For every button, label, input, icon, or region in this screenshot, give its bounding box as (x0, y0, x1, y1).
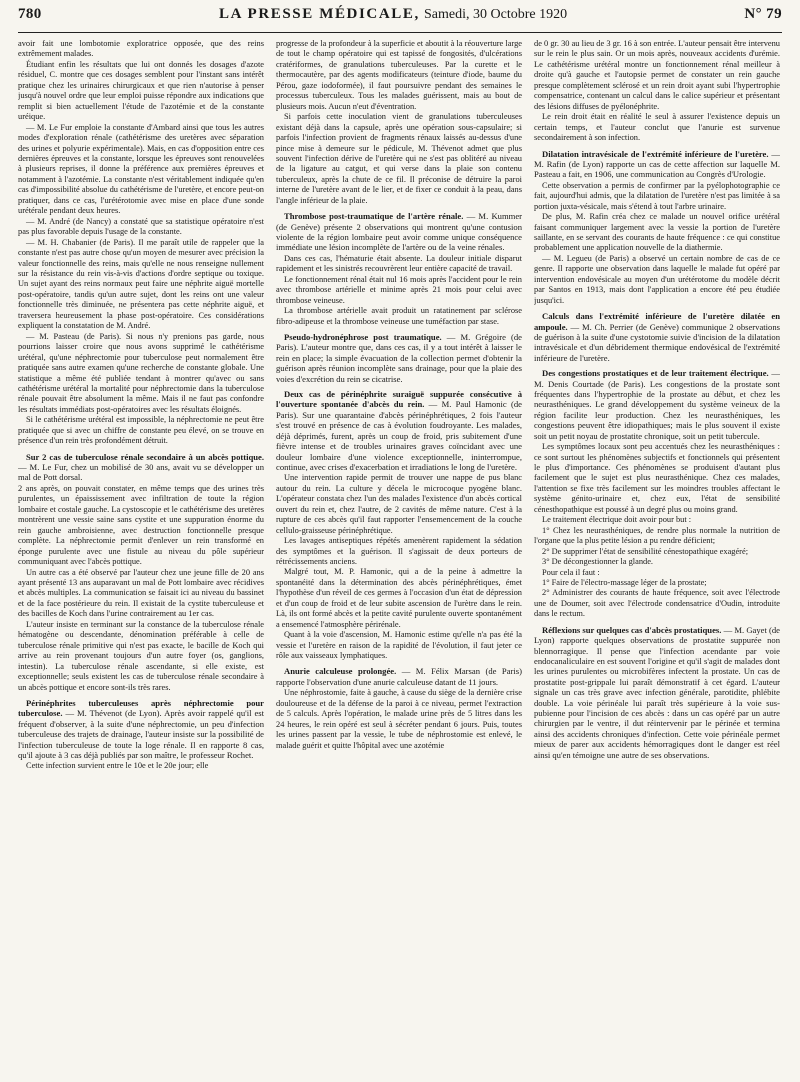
paragraph: De plus, M. Rafin créa chez ce malade un nouvel orifice urétéral faisant communiquer largement avec la vessie la portion de l'uretère saillante, en se servant des courants de haute fréquence : ce qui constitue probablement une application nouvelle de la diathermie. (534, 212, 780, 253)
section-title: Sur 2 cas de tuberculose rénale secondaire à un abcès pottique. (26, 451, 264, 462)
section-lead: — M. Ch. Perrier (de Genève) communique 2 observations de guérison à la suite d'une cystotomie suivie d'incision de la dilatation intravésicale et d'un débridement thermique endovésical de l'extrémité inférieure de l'uretère. (534, 321, 780, 363)
paragraph: Cette observation a permis de confirmer par la pyélophotographie ce fait, aujourd'hui admis, que la dilatation de l'uretère n'est pas limitée à sa portion juxta-vésicale, mais s'étend à tout l'arbre urinaire. (534, 180, 780, 211)
paragraph: 1° Chez les neurasthéniques, de rendre plus normale la nutrition de l'organe que la plus petite lésion a pu rendre déficient; (534, 525, 780, 546)
section-heading (276, 332, 522, 384)
paragraph: Étudiant enfin les résultats que lui ont donnés les dosages d'azote résiduel, C. montre que ces dosages semblent pour l'instant sans intérêt pratique chez les urinaires chirurgicaux et que rien n'autorise à penser jusqu'à nouvel ordre que leur emploi puisse répondre aux indications que remplit si bien actuellement l'étude de l'azotémie et de la constante uréique. (18, 59, 264, 122)
paragraph: 2° Administrer des courants de haute fréquence, soit avec l'électrode une de Doumer, soit avec l'électrode condensatrice d'Oudin, introduite dans le rectum. (534, 588, 780, 619)
paragraph: Cette infection survient entre le 10e et le 20e jour; elle (26, 761, 209, 771)
article-columns (18, 33, 782, 1079)
paragraph: — M. Pasteau (de Paris). Si nous n'y prenions pas garde, nous pourrions laisser croire que nous avons supprimé le cathétérisme urétéral, qu'une néphrectomie pour tuberculose peut normalement être pratiquée sans autre examen qu'une recherche de constante globale. Une statistique a même été publiée tendant à montrer qu'avec ou sans cathétérisme urétéral la mortalité pour néphrectomie dans la tuberculose rénale pouvait être absolument la même. Mais il ne faut pas confondre les résultats immédiats post-opératoires avec les résultats éloignés. (18, 331, 264, 414)
paragraph: Pour cela il faut : (542, 567, 600, 577)
section-title: Dilatation intravésicale de l'extrémité inférieure de l'uretère. (542, 148, 769, 159)
column-right (534, 39, 780, 1075)
section-heading (534, 368, 780, 441)
section-lead: — M. Grégoire (de Paris). L'auteur montre que, dans ces cas, il y a tout intérêt à laisser le rein en place; la simple évacuation de la collection permet d'obtenir la guérison après réunion incomplète sans drainage, pour que la plaie des voies d'excrétion du rein se cicatrise. (276, 332, 522, 384)
section-heading (276, 666, 522, 687)
paragraph: Si le cathétérisme urétéral est impossible, la néphrectomie ne peut être pratiquée que si avec un chiffre de constante peu élevé, on se trouve en présence d'un rein très profondément détruit. (18, 415, 264, 446)
column-left (18, 39, 264, 1075)
paragraph: Un autre cas a été observé par l'auteur chez une jeune fille de 20 ans ayant présenté 13 ans auparavant un mal de Pott lombaire avec récidives et abcès multiples. La communication se faisait ici au niveau du bassinet et de la face postérieure du rein. Il existait de la cystite tuberculeuse et des bacilles de Koch dans l'urine contrairement au 1er cas. (18, 567, 264, 619)
paragraph: Les symptômes locaux sont peu accentués chez les neurasthéniques : ce sont surtout les phénomènes subjectifs et fonctionnels qui présentent le plus d'importance. Ces phénomènes se produisent d'autant plus facilement que le sujet est plus neurasthénique. Chez ces malades, l'attention se fixe très facilement sur les moindres troubles affectant le système génito-urinaire et, chez eux, l'état de sensibilité cénesthopathique est poussé à un degré plus ou moins grand. (534, 442, 780, 514)
paragraph: — M. Le Fur emploie la constante d'Ambard ainsi que tous les autres modes d'exploration rénale (cathétérisme des uretères avec séparation des urines et polyurie expérimentale). Mais, en cas d'opposition entre ces dernières épreuves et la constante, lorsque les épreuves sont renouvelées à plusieurs reprises, il donne la préférence aux premières épreuves et notamment à l'azotémie. La constante n'est véritablement indiquée qu'en cas d'impossibilité absolue du cathétérisme de l'uretère, et encore peut-on pratiquer, dans ce cas, l'urétérotomie avec mise en place d'une sonde urétérale pendant deux heures. (18, 122, 264, 216)
issue-date: Samedi, 30 Octobre 1920 (424, 7, 568, 22)
section-lead: — M. Kummer (de Genève) présente 2 observations qui montrent qu'une contusion violente de la région lombaire peut avoir comme unique conséquence immédiate une lésion incomplète de l'artère ou de la veine rénales. (276, 211, 522, 253)
paragraph: La thrombose artérielle avait produit un ratatinement par sclérose fibro-adipeuse et la thrombose veineuse une tuméfaction par stase. (276, 306, 522, 326)
paragraph: 2 ans après, on pouvait constater, en même temps que des urines très purulentes, un épaississement avec infiltration de toute la région lombaire et costale gauche. La cystoscopie et le cathétérisme des uretères montrèrent une vessie saine sans cystite et une suppuration énorme du rein gauche ambroisienne, avec destruction fonctionnelle presque complète. La néphrectomie permit d'enlever un rein transformé en éponge purulente avec une fistule au niveau du pôle supérieur communiquant avec l'abcès pottique. (18, 483, 264, 567)
section-title: Thrombose post-traumatique de l'artère rénale. (284, 211, 464, 222)
paragraph: Si parfois cette inoculation vient de granulations tuberculeuses existant déjà dans la capsule, après une opération sous-capsulaire; si parfois l'infection provient de fragments rénaux laissés au-dessus d'une pince mise à demeure sur le pédicule, M. Thévenot admet que plus souvent l'infection dérive de l'uretère qui ne s'est pas oblitéré au niveau de la ligature au catgut, et qui verse dans la plaie son contenu tuberculeux, après la chute de ce fil. Il préconise de détruire la paroi interne de l'uretère avant de le lier, et de fixer ce conduit à la peau, dans l'angle inférieur de la plaie. (276, 112, 522, 205)
page-number: 780 (18, 6, 42, 22)
section-lead: — M. Paul Hamonic (de Paris). Sur une quarantaine d'abcès périnéphrétiques, 2 fois l'auteur s'est trouvé en présence de cas à évolution foudroyante. Les malades, déjà déprimés, furent, après un coup de froid, pris subitement d'une fièvre intense et de troubles urinaires graves coïncidant avec une douleur lombaire d'une violence exceptionnelle, ininterrompue, continue, avec crises d'exacerbation et irradiations le long de l'uretère. (276, 399, 522, 472)
paragraph: L'auteur insiste en terminant sur la constance de la tuberculose rénale hématogène ou descendante, dénomination préférable à celle de tuberculose rénale primitive qui n'est pas exacte, le bacille de Koch qui arrive au rein provenant toujours d'un autre foyer (os, ganglions, intestin). La tuberculose rénale ascendante, si elle existe, est exceptionnelle; seuls existent les cas de tuberculose rénale secondaire à un abcès pottique et encore sont-ils très rares. (18, 619, 264, 692)
issue-number: N° 79 (744, 6, 782, 22)
paragraph: Les lavages antiseptiques répétés amenèrent rapidement la sédation des symptômes et la guérison. Il s'agissait de deux porteurs de rétrécissements anciens. (276, 536, 522, 566)
section-lead: — M. Félix Marsan (de Paris) rapporte l'observation d'une anurie calculeuse datant de 11 jours. (276, 666, 522, 687)
section-title: Périnéphrites tuberculeuses après néphrectomie pour tuberculose. (18, 697, 264, 719)
section-title: Des congestions prostatiques et de leur traitement électrique. (542, 368, 769, 379)
paragraph: 2° De supprimer l'état de sensibilité cénestopathique exagéré; (542, 546, 749, 556)
section-heading (18, 452, 264, 483)
journal-header (219, 6, 567, 23)
section-title: Deux cas de périnéphrite suraiguë suppurée consécutive à l'ouverture spontanée d'abcès du rein. (276, 389, 522, 410)
section-lead: — M. Gayet (de Lyon) rapporte quelques observations de prostatite suppurée non blennorragique. Il pense que l'infection acendante par voie endocanaliculaire en est souvent l'origine et qu'il s'agit de malades dont les urines purulentes ou microbifères infectent la prostate. Un cas de prostatite post-grippale lui paraît démonstratif à cet égard. L'auteur signale un cas très grave avec infection générale, parotidite, phlébite double. La voie périnéale lui paraît très supérieure à la voie sus-pubienne pour l'incision de ces abcès : dans un cas opéré par un autre chirurgien par le ventre, il dut réintervenir par le périnée et termina ainsi des accidents chroniques d'infection. Cette voie périnéale permet mieux de parer aux accidents hémorragiques dont le danger est réel ainsi qu'en témoigne une autre de ses observations. (534, 624, 780, 760)
section-lead: — M. Thévenot (de Lyon). Après avoir rappelé qu'il est fréquent d'observer, à la suite d'une néphrectomie, un peu d'infection tuberculeuse des trajets de drainage, l'auteur insiste sur la possibilité de l'infection tuberculeuse de toute la loge rénale. Il en rapporte 8 cas, qu'il ajoute à 3 cas déjà publiés par son maître, le professeur Rochet. (18, 708, 264, 760)
section-title: Pseudo-hydronéphrose post traumatique. (284, 332, 442, 343)
column-middle (276, 39, 522, 1075)
section-lead: — M. Denis Courtade (de Paris). Les congestions de la prostate sont fréquentes dans l'hypertrophie de la prostate au début, et chez les neurasthéniques. Le grand développement du système veineux de la région facilite leur production. Chez les neurasthéniques, les congestions peuvent être idiopathiques; mais le plus souvent il existe soit un petit noyau de prostatite chronique, soit un petit tubercule. (534, 368, 780, 441)
section-heading (534, 311, 780, 363)
section-heading (276, 211, 522, 253)
section-heading (534, 149, 780, 180)
paragraph: — M. Legueu (de Paris) a observé un certain nombre de cas de ce genre. Il rapporte une observation dans laquelle le malade fut opéré par intervention endovésicale au moyen d'un urétérotome du modèle décrit par Santos en 1913, mais dont l'application a encore été peu étudiée jusqu'ici. (534, 253, 780, 305)
paragraph: 3° De décongestionner la glande. (542, 557, 654, 567)
masthead (18, 6, 782, 33)
paragraph: Dans ces cas, l'hématurie était absente. La douleur initiale disparut rapidement et les sinistrés recouvrèrent leur entière capacité de travail. (276, 253, 522, 274)
paragraph: Une intervention rapide permit de trouver une nappe de pus blanc autour du rein. La culture y décela le microcoque pyogène blanc. L'opérateur constata chez l'un des malades l'existence d'un abcès cortical ouvert du rein et, chez l'autre, de 2 cavités de même nature. C'est à la rupture de ces abcès qu'il faut rapporter l'ensemencement de la couche cellulo-graisseuse périnéphrétique. (276, 473, 522, 535)
section-heading (534, 625, 780, 760)
paragraph: Le fonctionnement rénal était nul 16 mois après l'accident pour le rein avec thrombose artérielle et minime après 21 mois pour celui avec thrombose veineuse. (276, 274, 522, 305)
paragraph: progresse de la profondeur à la superficie et aboutit à la réouverture large de tout le champ opératoire qui est tapissé de fongosités, d'ulcérations cratériformes, de granulations tuberculeuses. Par la curette et le thermocautère, par des agents modificateurs (teinture d'iode, baume du Pérou, gaze iodoformée), il faut poursuivre pendant des semaines le processus tuberculeux. Tous les malades guérissent, mais au bout de plusieurs mois. Aucun n'eut d'éventration. (276, 39, 522, 111)
paragraph: Une néphrostomie, faite à gauche, à cause du siège de la dernière crise douloureuse et de la défense de la paroi à ce niveau, permet l'extraction de 5 calculs. Après l'opération, le malade urine près de 5 litres dans les 24 heures, le rein opéré est seul à sécréter pendant 6 jours. Puis, toutes les urines passent par la vessie, le tube de néphrostomie est enlevé, le malade guérit et quitte l'hôpital avec une azotémie (276, 688, 522, 750)
section-title: Calculs dans l'extrémité inférieure de l'uretère dilatée en ampoule. (534, 311, 780, 332)
paragraph: — M. H. Chabanier (de Paris). Il me paraît utile de rappeler que la constante n'est pas autre chose qu'un moyen de mesurer avec précision la valeur fonctionnelle des reins, mais qu'elle ne nous renseigne nullement sur la résistance du rein vis-à-vis d'actions d'ordre septique ou toxique. Un sujet ayant des reins normaux peut faire une néphrite aiguë mortelle post-opératoire, tandis qu'un autre sujet, dont les reins ont une valeur fonctionnelle très diminuée, ne présentera pas cette néphrite aiguë, et traversera heureusement la phase post-opératoire. Ces considérations expliquent la constatation de M. André. (18, 237, 264, 331)
paragraph: de 0 gr. 30 au lieu de 3 gr. 16 à son entrée. L'auteur pensait être intervenu sur le rein le plus sain. Or un mois après, nouveaux accidents d'urémie. Le cathétérisme urétéral montre un fonctionnement rénal meilleur à droite qu'à gauche et l'autopsie permet de constater un rein gauche presque complètement sclérosé et un rein droit ayant subi l'hypertrophie compensatrice, contenant un calcul dans le calice supérieur et présentant des lésions diffuses de pyélonéphrite. (534, 39, 780, 111)
paragraph: Le rein droit était en réalité le seul à assurer l'existence depuis un certain temps, et l'auteur conclut que l'anurie est survenue secondairement à son infection. (534, 112, 780, 143)
section-title: Anurie calculeuse prolongée. (284, 666, 397, 677)
section-lead: — M. Rafin (de Lyon) rapporte un cas de cette affection sur laquelle M. Pasteau a fait, en 1906, une communication au Congrès d'Urologie. (534, 148, 780, 180)
paragraph: Quant à la voie d'ascension, M. Hamonic estime qu'elle n'a pas été la vessie et l'uretère en raison de la rapidité de l'évolution, il faut jeter ce rôle aux vaisseaux lymphatiques. (276, 630, 522, 661)
section-lead: — M. Le Fur, chez un mobilisé de 30 ans, avait vu se développer un mal de Pott dorsal. (18, 462, 264, 483)
section-heading (276, 389, 522, 472)
paragraph: 1° Faire de l'électro-massage léger de la prostate; (542, 577, 707, 587)
paragraph: Malgré tout, M. P. Hamonic, qui a de la peine à admettre la spontanéité dans la détermination des abcès périnéphrétiques, émet l'hypothèse d'un réveil de ces germes à l'occasion d'un état de dépression et d'un coup de froid et de leur subite ascension de l'urètre dans le rein. Là, ils ont formé abcès et la petite cavité purulente ouverte spontanément a ensemencé l'atmosphère périrénale. (276, 567, 522, 629)
journal-title: LA PRESSE MÉDICALE, (219, 6, 420, 22)
paragraph: — M. André (de Nancy) a constaté que sa statistique opératoire n'est pas plus favorable depuis l'usage de la constante. (18, 216, 264, 237)
paragraph: avoir fait une lombotomie exploratrice opposée, que des reins extrêmement malades. (18, 39, 264, 59)
section-title: Réflexions sur quelques cas d'abcès prostatiques. (542, 624, 722, 635)
section-heading (18, 698, 264, 760)
paragraph: Le traitement électrique doit avoir pour but : (542, 515, 692, 525)
